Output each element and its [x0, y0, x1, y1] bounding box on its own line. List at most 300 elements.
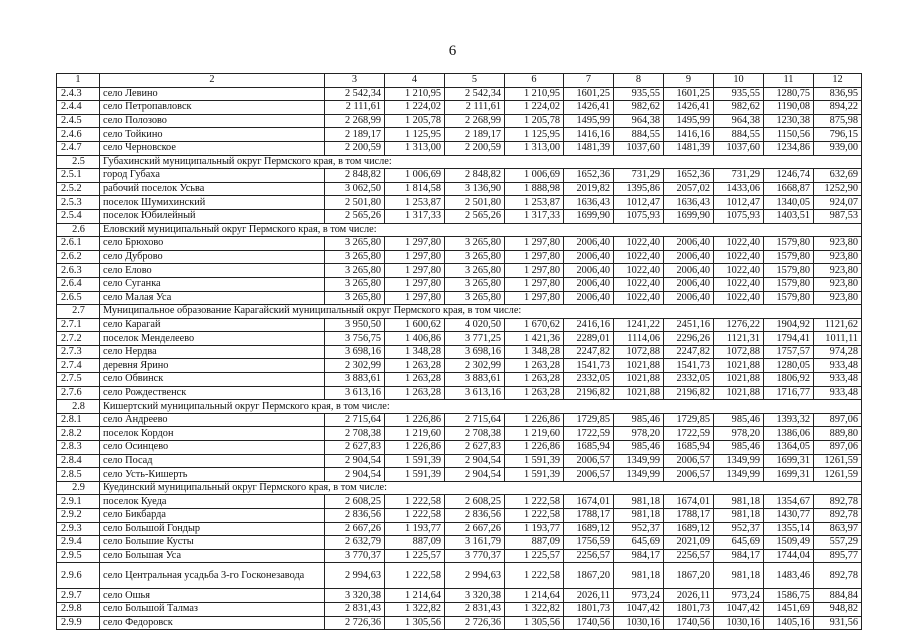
- tariff-value: 981,18: [614, 495, 664, 509]
- tariff-value: 1509,49: [764, 536, 814, 550]
- settlement-name: село Елово: [100, 264, 325, 278]
- tariff-value: 982,62: [614, 101, 664, 115]
- tariff-value: 1021,88: [714, 386, 764, 400]
- tariff-value: 2 715,64: [445, 413, 505, 427]
- tariff-value: 981,18: [614, 563, 664, 589]
- tariff-value: 1689,12: [564, 522, 614, 536]
- tariff-value: 1075,93: [614, 209, 664, 223]
- tariff-value: 1393,32: [764, 413, 814, 427]
- tariff-value: 731,29: [714, 169, 764, 183]
- tariff-value: 2 836,56: [445, 509, 505, 523]
- table-row: [57, 359, 862, 373]
- tariff-value: 1022,40: [714, 264, 764, 278]
- tariff-value: 3 771,25: [445, 332, 505, 346]
- tariff-value: 1 348,28: [505, 345, 564, 359]
- tariff-value: 1 226,86: [505, 413, 564, 427]
- tariff-value: 923,80: [814, 250, 862, 264]
- settlement-name: село Дуброво: [100, 250, 325, 264]
- tariff-value: 1021,88: [614, 386, 664, 400]
- settlement-name: село Левино: [100, 87, 325, 101]
- tariff-value: 2 848,82: [445, 169, 505, 183]
- tariff-value: 1652,36: [664, 169, 714, 183]
- tariff-value: 1740,56: [664, 616, 714, 630]
- tariff-value: 1 210,95: [505, 87, 564, 101]
- tariff-value: 2 831,43: [325, 602, 385, 616]
- tariff-value: 2 189,17: [325, 128, 385, 142]
- tariff-value: 1579,80: [764, 237, 814, 251]
- tariff-value: 952,37: [714, 522, 764, 536]
- row-index: 2.5.2: [57, 182, 100, 196]
- tariff-value: 1685,94: [664, 441, 714, 455]
- row-index: 2.5.3: [57, 196, 100, 210]
- tariff-value: 1579,80: [764, 277, 814, 291]
- tariff-value: 3 698,16: [445, 345, 505, 359]
- table-row: [57, 101, 862, 115]
- tariff-value: 1481,39: [664, 141, 714, 155]
- tariff-value: 985,46: [714, 413, 764, 427]
- row-index: 2.6.1: [57, 237, 100, 251]
- tariff-value: 1012,47: [614, 196, 664, 210]
- tariff-value: 1601,25: [664, 87, 714, 101]
- tariff-value: 1579,80: [764, 291, 814, 305]
- tariff-value: 2 111,61: [445, 101, 505, 115]
- row-index: 2.5: [57, 155, 100, 169]
- tariff-value: 3 770,37: [445, 549, 505, 563]
- tariff-value: 1 297,80: [505, 291, 564, 305]
- tariff-value: 1 313,00: [505, 141, 564, 155]
- tariff-value: 1 222,58: [385, 509, 445, 523]
- tariff-value: 1483,46: [764, 563, 814, 589]
- tariff-value: 632,69: [814, 169, 862, 183]
- row-index: 2.4.4: [57, 101, 100, 115]
- tariff-value: 1403,51: [764, 209, 814, 223]
- tariff-value: 897,06: [814, 413, 862, 427]
- tariff-value: 1072,88: [714, 345, 764, 359]
- table-row: [57, 345, 862, 359]
- table-row: [57, 318, 862, 332]
- tariff-value: 892,78: [814, 509, 862, 523]
- tariff-value: 1729,85: [664, 413, 714, 427]
- tariff-value: 3 320,38: [445, 589, 505, 603]
- tariff-value: 2 708,38: [325, 427, 385, 441]
- tariff-value: 1 263,28: [385, 373, 445, 387]
- tariff-value: 2 111,61: [325, 101, 385, 115]
- tariff-value: 2 726,36: [445, 616, 505, 630]
- tariff-value: 1354,67: [764, 495, 814, 509]
- tariff-value: 1 263,28: [505, 359, 564, 373]
- tariff-value: 1 814,58: [385, 182, 445, 196]
- tariff-value: 3 883,61: [445, 373, 505, 387]
- tariff-value: 3 320,38: [325, 589, 385, 603]
- tariff-value: 1075,93: [714, 209, 764, 223]
- tariff-value: 897,06: [814, 441, 862, 455]
- tariff-value: 982,62: [714, 101, 764, 115]
- tariff-value: 2 542,34: [445, 87, 505, 101]
- row-index: 2.7.2: [57, 332, 100, 346]
- tariff-value: 923,80: [814, 264, 862, 278]
- tariff-value: 1416,16: [564, 128, 614, 142]
- tariff-value: 1674,01: [564, 495, 614, 509]
- tariff-value: 1 222,58: [385, 495, 445, 509]
- column-number-header: 6: [505, 74, 564, 88]
- tariff-value: 3 698,16: [325, 345, 385, 359]
- tariff-value: 884,55: [614, 128, 664, 142]
- tariff-value: 2006,40: [564, 264, 614, 278]
- tariff-value: 2247,82: [564, 345, 614, 359]
- tariff-value: 3 265,80: [445, 264, 505, 278]
- tariff-value: 836,95: [814, 87, 862, 101]
- settlement-name: поселок Шумихинский: [100, 196, 325, 210]
- tariff-value: 964,38: [614, 114, 664, 128]
- tariff-value: 924,07: [814, 196, 862, 210]
- tariff-value: 2 200,59: [445, 141, 505, 155]
- section-row: [57, 400, 862, 414]
- row-index: 2.5.4: [57, 209, 100, 223]
- tariff-value: 931,56: [814, 616, 862, 630]
- tariff-value: 1867,20: [564, 563, 614, 589]
- tariff-value: 1022,40: [714, 237, 764, 251]
- tariff-value: 981,18: [614, 509, 664, 523]
- tariff-value: 935,55: [714, 87, 764, 101]
- table-row: [57, 196, 862, 210]
- column-number-header: 11: [764, 74, 814, 88]
- tariff-value: 2256,57: [564, 549, 614, 563]
- tariff-value: 933,48: [814, 386, 862, 400]
- tariff-value: 1 670,62: [505, 318, 564, 332]
- row-index: 2.4.7: [57, 141, 100, 155]
- row-index: 2.7.5: [57, 373, 100, 387]
- settlement-name: село Петропавловск: [100, 101, 325, 115]
- tariff-value: 985,46: [714, 441, 764, 455]
- tariff-value: 3 770,37: [325, 549, 385, 563]
- tariff-value: 1 253,87: [385, 196, 445, 210]
- tariff-value: 2 994,63: [445, 563, 505, 589]
- tariff-value: 1 888,98: [505, 182, 564, 196]
- tariff-value: 1 222,58: [505, 509, 564, 523]
- tariff-value: 2 501,80: [325, 196, 385, 210]
- tariff-value: 3 265,80: [445, 277, 505, 291]
- tariff-value: 1355,14: [764, 522, 814, 536]
- tariff-value: 1756,59: [564, 536, 614, 550]
- table-row: [57, 277, 862, 291]
- tariff-value: 1246,74: [764, 169, 814, 183]
- tariff-value: 2 501,80: [445, 196, 505, 210]
- settlement-name: село Малая Уса: [100, 291, 325, 305]
- tariff-value: 2006,40: [664, 291, 714, 305]
- tariff-value: 1 205,78: [505, 114, 564, 128]
- tariff-value: 985,46: [614, 441, 664, 455]
- tariff-value: 964,38: [714, 114, 764, 128]
- column-number-header: 2: [100, 74, 325, 88]
- header-row: [57, 74, 862, 88]
- tariff-value: 1744,04: [764, 549, 814, 563]
- tariff-value: 1280,75: [764, 87, 814, 101]
- tariff-value: 1022,40: [614, 250, 664, 264]
- settlement-name: село Карагай: [100, 318, 325, 332]
- table-row: [57, 332, 862, 346]
- column-number-header: 3: [325, 74, 385, 88]
- tariff-value: 2 608,25: [325, 495, 385, 509]
- table-row: [57, 454, 862, 468]
- tariff-value: 2006,40: [664, 277, 714, 291]
- tariff-value: 1 263,28: [505, 373, 564, 387]
- tariff-value: 2247,82: [664, 345, 714, 359]
- row-index: 2.8: [57, 400, 100, 414]
- table-row: [57, 413, 862, 427]
- tariff-value: 933,48: [814, 359, 862, 373]
- tariff-value: 1 297,80: [385, 291, 445, 305]
- tariff-value: 1340,05: [764, 196, 814, 210]
- tariff-value: 2057,02: [664, 182, 714, 196]
- tariff-value: 1190,08: [764, 101, 814, 115]
- tariff-value: 2256,57: [664, 549, 714, 563]
- table-row: [57, 291, 862, 305]
- tariff-value: 973,24: [614, 589, 664, 603]
- tariff-value: 2006,40: [564, 237, 614, 251]
- tariff-value: 2 542,34: [325, 87, 385, 101]
- settlement-name: село Большой Гондыр: [100, 522, 325, 536]
- tariff-value: 1021,88: [714, 359, 764, 373]
- tariff-value: 1386,06: [764, 427, 814, 441]
- tariff-value: 1 226,86: [505, 441, 564, 455]
- tariff-value: 1904,92: [764, 318, 814, 332]
- row-index: 2.4.6: [57, 128, 100, 142]
- tariff-value: 1579,80: [764, 264, 814, 278]
- tariff-value: 1 348,28: [385, 345, 445, 359]
- tariff-value: 2006,40: [664, 250, 714, 264]
- tariff-value: 987,53: [814, 209, 862, 223]
- tariff-value: 2026,11: [564, 589, 614, 603]
- tariff-value: 1276,22: [714, 318, 764, 332]
- tariff-value: 1 205,78: [385, 114, 445, 128]
- tariff-value: 939,00: [814, 141, 862, 155]
- tariff-value: 1 224,02: [505, 101, 564, 115]
- tariff-value: 1 219,60: [505, 427, 564, 441]
- tariff-value: 2 904,54: [445, 468, 505, 482]
- table-row: [57, 128, 862, 142]
- settlement-name: село Ошья: [100, 589, 325, 603]
- section-row: [57, 481, 862, 495]
- row-index: 2.9.6: [57, 563, 100, 589]
- settlement-name: рабочий поселок Усьва: [100, 182, 325, 196]
- table-row: [57, 427, 862, 441]
- tariff-value: 1740,56: [564, 616, 614, 630]
- tariff-value: 1 193,77: [385, 522, 445, 536]
- row-index: 2.6.4: [57, 277, 100, 291]
- tariff-value: 645,69: [614, 536, 664, 550]
- tariff-value: 1426,41: [664, 101, 714, 115]
- tariff-value: 1364,05: [764, 441, 814, 455]
- tariff-value: 981,18: [714, 563, 764, 589]
- tariff-value: 863,97: [814, 522, 862, 536]
- settlement-name: село Усть-Кишерть: [100, 468, 325, 482]
- tariff-value: 1022,40: [614, 237, 664, 251]
- tariff-value: 1 225,57: [505, 549, 564, 563]
- tariff-value: 1 263,28: [505, 386, 564, 400]
- settlement-name: село Бикбарда: [100, 509, 325, 523]
- tariff-value: 978,20: [714, 427, 764, 441]
- table-row: [57, 237, 862, 251]
- tariff-value: 935,55: [614, 87, 664, 101]
- tariff-value: 2026,11: [664, 589, 714, 603]
- table-row: [57, 495, 862, 509]
- table-row: [57, 182, 862, 196]
- settlement-name: село Суганка: [100, 277, 325, 291]
- tariff-value: 1716,77: [764, 386, 814, 400]
- tariff-value: 1349,99: [614, 454, 664, 468]
- tariff-value: 1241,22: [614, 318, 664, 332]
- tariff-value: 1 591,39: [505, 454, 564, 468]
- row-index: 2.4.5: [57, 114, 100, 128]
- tariff-value: 1 421,36: [505, 332, 564, 346]
- table-body: [57, 74, 862, 630]
- table-row: [57, 87, 862, 101]
- tariff-value: 984,17: [714, 549, 764, 563]
- tariff-value: 1 193,77: [505, 522, 564, 536]
- tariff-value: 2 726,36: [325, 616, 385, 630]
- tariff-value: 948,82: [814, 602, 862, 616]
- tariff-value: 1 214,64: [505, 589, 564, 603]
- tariff-value: 1022,40: [714, 291, 764, 305]
- tariff-value: 1 224,02: [385, 101, 445, 115]
- settlement-name: село Брюхово: [100, 237, 325, 251]
- tariff-value: 2 667,26: [325, 522, 385, 536]
- tariff-value: 1 226,86: [385, 441, 445, 455]
- tariff-value: 2 708,38: [445, 427, 505, 441]
- tariff-value: 1722,59: [664, 427, 714, 441]
- settlement-name: деревня Ярино: [100, 359, 325, 373]
- tariff-value: 2 189,17: [445, 128, 505, 142]
- tariff-value: 2006,40: [664, 237, 714, 251]
- tariff-value: 2 627,83: [445, 441, 505, 455]
- tariff-value: 981,18: [714, 509, 764, 523]
- section-title: Муниципальное образование Карагайский муниципальный округ Пермского края, в том числе:: [100, 305, 862, 319]
- table-row: [57, 589, 862, 603]
- tariff-value: 1586,75: [764, 589, 814, 603]
- tariff-value: 1 226,86: [385, 413, 445, 427]
- tariff-value: 1114,06: [614, 332, 664, 346]
- settlement-name: село Тойкино: [100, 128, 325, 142]
- tariff-value: 1601,25: [564, 87, 614, 101]
- settlement-name: село Осинцево: [100, 441, 325, 455]
- tariff-value: 892,78: [814, 563, 862, 589]
- tariff-value: 2 994,63: [325, 563, 385, 589]
- tariff-value: 1699,31: [764, 468, 814, 482]
- settlement-name: село Посад: [100, 454, 325, 468]
- row-index: 2.9: [57, 481, 100, 495]
- tariff-value: 1 297,80: [505, 264, 564, 278]
- tariff-value: 1021,88: [714, 373, 764, 387]
- tariff-value: 1349,99: [714, 468, 764, 482]
- tariff-value: 1 322,82: [385, 602, 445, 616]
- tariff-value: 2 200,59: [325, 141, 385, 155]
- table-row: [57, 563, 862, 589]
- tariff-value: 1395,86: [614, 182, 664, 196]
- tariff-value: 1405,16: [764, 616, 814, 630]
- tariff-value: 3 950,50: [325, 318, 385, 332]
- tariff-value: 1121,31: [714, 332, 764, 346]
- tariff-value: 2006,40: [564, 277, 614, 291]
- table-row: [57, 616, 862, 630]
- tariff-value: 2196,82: [564, 386, 614, 400]
- tariff-value: 1047,42: [614, 602, 664, 616]
- row-index: 2.8.4: [57, 454, 100, 468]
- tariff-value: 889,80: [814, 427, 862, 441]
- column-number-header: 4: [385, 74, 445, 88]
- tariff-value: 894,22: [814, 101, 862, 115]
- tariff-value: 978,20: [614, 427, 664, 441]
- row-index: 2.9.5: [57, 549, 100, 563]
- tariff-value: 1 297,80: [385, 264, 445, 278]
- row-index: 2.6: [57, 223, 100, 237]
- tariff-value: 1722,59: [564, 427, 614, 441]
- tariff-value: 2006,40: [564, 291, 614, 305]
- tariff-value: 884,84: [814, 589, 862, 603]
- tariff-value: 1 297,80: [505, 237, 564, 251]
- table-row: [57, 536, 862, 550]
- section-title: Кишертский муниципальный округ Пермского края, в том числе:: [100, 400, 862, 414]
- tariff-value: 923,80: [814, 277, 862, 291]
- tariff-value: 1 125,95: [505, 128, 564, 142]
- tariff-value: 1416,16: [664, 128, 714, 142]
- section-row: [57, 223, 862, 237]
- row-index: 2.6.2: [57, 250, 100, 264]
- tariff-value: 1230,38: [764, 114, 814, 128]
- tariff-value: 1 297,80: [385, 250, 445, 264]
- tariff-value: 1 210,95: [385, 87, 445, 101]
- tariff-value: 1 225,57: [385, 549, 445, 563]
- table-row: [57, 602, 862, 616]
- tariff-value: 895,77: [814, 549, 862, 563]
- tariff-value: 3 161,79: [445, 536, 505, 550]
- page-number: 6: [448, 43, 457, 59]
- tariff-value: 2416,16: [564, 318, 614, 332]
- tariff-value: 1 406,86: [385, 332, 445, 346]
- tariff-value: 1495,99: [564, 114, 614, 128]
- tariff-value: 1685,94: [564, 441, 614, 455]
- tariff-value: 645,69: [714, 536, 764, 550]
- settlement-name: поселок Менделеево: [100, 332, 325, 346]
- tariff-value: 1 222,58: [385, 563, 445, 589]
- tariff-value: 3 265,80: [445, 250, 505, 264]
- tariff-value: 1047,42: [714, 602, 764, 616]
- tariff-value: 1699,31: [764, 454, 814, 468]
- table-row: [57, 441, 862, 455]
- tariff-value: 3 136,90: [445, 182, 505, 196]
- tariff-value: 1495,99: [664, 114, 714, 128]
- tariff-value: 1 305,56: [385, 616, 445, 630]
- settlement-name: село Андреево: [100, 413, 325, 427]
- tariff-value: 1757,57: [764, 345, 814, 359]
- tariff-value: 952,37: [614, 522, 664, 536]
- row-index: 2.9.2: [57, 509, 100, 523]
- tariff-value: 1 591,39: [385, 468, 445, 482]
- row-index: 2.9.7: [57, 589, 100, 603]
- tariff-value: 974,28: [814, 345, 862, 359]
- settlement-name: село Обвинск: [100, 373, 325, 387]
- tariff-value: 1541,73: [664, 359, 714, 373]
- table-row: [57, 209, 862, 223]
- tariff-value: 1 125,95: [385, 128, 445, 142]
- tariff-value: 2006,57: [564, 468, 614, 482]
- tariff-value: 1022,40: [614, 291, 664, 305]
- tariff-value: 3 883,61: [325, 373, 385, 387]
- settlement-name: село Большая Уса: [100, 549, 325, 563]
- tariff-value: 2296,26: [664, 332, 714, 346]
- table-row: [57, 468, 862, 482]
- tariff-value: 1699,90: [664, 209, 714, 223]
- tariff-value: 985,46: [614, 413, 664, 427]
